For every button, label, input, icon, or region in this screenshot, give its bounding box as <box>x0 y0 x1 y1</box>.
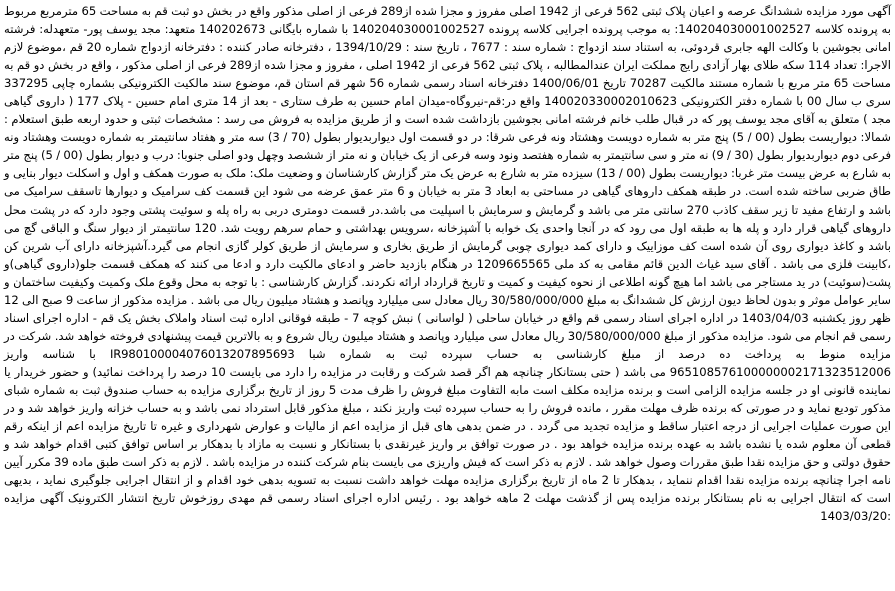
auction-notice-text: آگهی مورد مزایده ششدانگ عرصه و اعیان پلاک ثبتی 562 فرعی از 1942 اصلی مفروز و مجزا شده از289 فرعی از اصلی مذکور واقع در بخش دو ثبت قم به مساحت 65 مترمربع مربوط به پرونده کلاسه 140204030001002527: به موجب پرونده اجرایی کلاسه پرونده 140204030001002527 با شماره بایگانی 140202673 متعهد: مجد یوسف پور- متعهدله: فرشته امانی بجوشین با وکالت الهه جابری قردوئی، به استناد سند ازدواج : شماره سند : 7677 ، تاریخ سند : 1394/10/29 ، دفترخانه صادر کننده : دفترخانه ازدواج شماره 20 قم ،موضوع لازم الاجرا: تعداد 114 سکه طلای بهار آزادی رایج مملکت ایران عندالمطالبه ، پلاک ثبتی 562 فرعی از 1942 اصلی ، مفروز و مجزا شده از289 فرعی از اصلی مذکور ، واقع در بخش دو قم به مساحت 65 متر مربع با شماره مستند مالکیت 70287 تاریخ 1400/06/01 دفترخانه اسناد رسمی شماره 56 شهر قم استان قم، موضوع سند مالکیت الکترونیکی بشماره چاپی 337295 سری ب سال 00 با شماره دفتر الکترونیکی 140020330002010623 واقع در:قم-نیروگاه-میدان امام حسین به طرف ستاری - بعد از 14 متری امام حسین - پلاک 177 ( داروی گیاهی مجد ) متعلق به آقای مجد یوسف پور که در قبال طلب خانم فرشته امانی بجوشین بازداشت شده است و از طریق مزایده به فروش می رسد : مشخصات ثبتی و حدود اربعه طبق استعلام : شمالا: دیواریست بطول (00 / 5) پنج متر به شماره دویست وهشتاد ونه فرعی شرقا: در دو قسمت اول دیواربدیوار بطول (70 / 3) سه متر و هفتاد سانتیمتر به شماره دویست وهشتاد ونه فرعی دوم دیواربدیوار بطول (30 / 9) نه متر و سی سانتیمتر به شماره هفتصد ونود وسه فرعی از یک خیابان و نه متر از ششصد وچهل ودو اصلی جنوبا: درب و دیوار بطول (00 / 5) پنج متر به شارع به عرض بیست متر غربا: دیواریست بطول (00 / 13) سیزده متر به شارع به عرض یک متر گزارش کارشناسان و وضعیت ملک: ملک به صورت همکف و اول و اسکلت دیوار بنایی و طاق ضربی ساخته شده است. در طبقه همکف داروهای گیاهی در مساحتی به ابعاد 3 متر به خیابان و 6 متر عمق عرضه می شود این قسمت کف سرامیک و دیوارها تاسقف سرامیک می باشد و ارتفاع مفید تا زیر سقف کاذب 270 سانتی متر می باشد و گرمایش و سرمایش با اسپلیت می باشد.در قسمت دومتری دربی به راه پله و سوئیت پشتی وجود دارد که در پشت محل داروهای گیاهی قرار دارد و پله ها به طبقه اول می رود که در آنجا واحدی یک خوابه با آشپزخانه ،سرویس بهداشتی و حمام سرهم رویت شد. 120 سانتیمتر از دیوار سنگ و الباقی گچ می باشد و کاغذ دیواری روی آن شده است کف موزاییک و دارای کمد دیواری چوبی گرمایش از طریق بخاری و سرمایش از طریق کولر گازی انجام می گیرد.آشپزخانه دارای آب شرین کن ،کابینت فلزی می باشد . آقای سید غیاث الدین قائم مقامی به کد ملی 1209665565 در هنگام بازدید حاضر و ادعای مالکیت دارد و ادعا می کنند که همکف قسمت جلو(داروی گیاهی)و پشت(سوئیت) در ید مستاجر می باشد اما هیچ گونه اطلاعی از نحوه کیفیت و کمیت و تاریخ قرارداد ارائه نکردند. گزارش کارشناسی : با توجه به محل وقوع ملک وکمیت وکیفیت ساختمان و سایر عوامل موثر و بدون لحاظ دیون ارزش کل ششدانگ به مبلغ 30/580/000/000 ریال معادل سی میلیارد وپانصد و هشتاد میلیون ریال می باشد . مزایده مذکور از ساعت 9 صبح الی 12 ظهر روز یکشنبه 1403/04/03 در اداره اجرای اسناد رسمی قم واقع در خیابان ساحلی ( لواسانی ) نبش کوچه 7 - طبقه فوقانی اداره ثبت اسناد واملاک بخش یک قم - اداره اجرای اسناد رسمی قم انجام می شود. مزایده مذکور از مبلغ 30/580/000/000 ریال معادل سی میلیارد وپانصد و هشتاد میلیون ریال شروع و به بالاترین قیمت پیشنهادی فروخته خواهد شد. شرکت در مزایده منوط به پرداخت ده درصد از مبلغ کارشناسی به حساب سپرده ثبت به شماره شبا IR980100004076013207895693 با شناسه واریز 965108576100000002171323512006 می باشد ( حتی بستانکار چنانچه هم اگر قصد شرکت و رقابت در مزایده را دارد می بایست 10 درصد را پرداخت نمائید) و حضور خریدار یا نماینده قانونی او در جلسه مزایده الزامی است و برنده مزایده مکلف است مابه التفاوت مبلغ فروش را ظرف مدت 5 روز از تاریخ برگزاری مزایده به حساب صندوق ثبت به شماره شبای مذکور تودیع نماید و در صورتی که برنده ظرف مهلت مقرر ، مانده فروش را به حساب سپرده ثبت واریز نکند ، مبلغ مذکور قابل استرداد نمی باشد و به حساب خزانه واریز خواهد شد و در این صورت عملیات اجرایی از درجه اعتبار ساقط و مزایده تجدید می گردد . در ضمن بدهی های قبل از مزایده اعم از مالیات و عوارض شهرداری و غیره تا تاریخ مزایده اعم از اینکه رقم قطعی آن معلوم شده یا نشده باشد به عهده برنده مزایده خواهد بود . در صورت توافق بر واریز غیرنقدی با بستانکار و نسبت به مازاد با بدهکار بر اساس توافق کتبی اقدام خواهد شد و حقوق دولتی و حق مزایده نقدا طبق مقررات وصول خواهد شد . لازم به ذکر است که فیش واریزی می بایست بنام شرکت کننده در مزایده باشد . لازم به ذکر است طبق ماده 39 مکرر آیین نامه اجرا چنانچه برنده مزایده نقدا اقدام ننماید ، بدهکار تا 2 ماه از تاریخ برگزاری مزایده مهلت خواهد داشت نسبت به تسویه بدهی خود اقدام و از انتقال اجرایی جلوگیری نماید ، بدیهی است که انتقال اجرایی به نام بستانکار برنده مزایده پس از گذشت مهلت 2 ماهه خواهد بود . رئیس اداره اجرای اسناد رسمی قم مهدی روزخوش تاریخ انتشار الکترونیک آگهی مزایده :1403/03/20 <box>4 4 892 524</box>
